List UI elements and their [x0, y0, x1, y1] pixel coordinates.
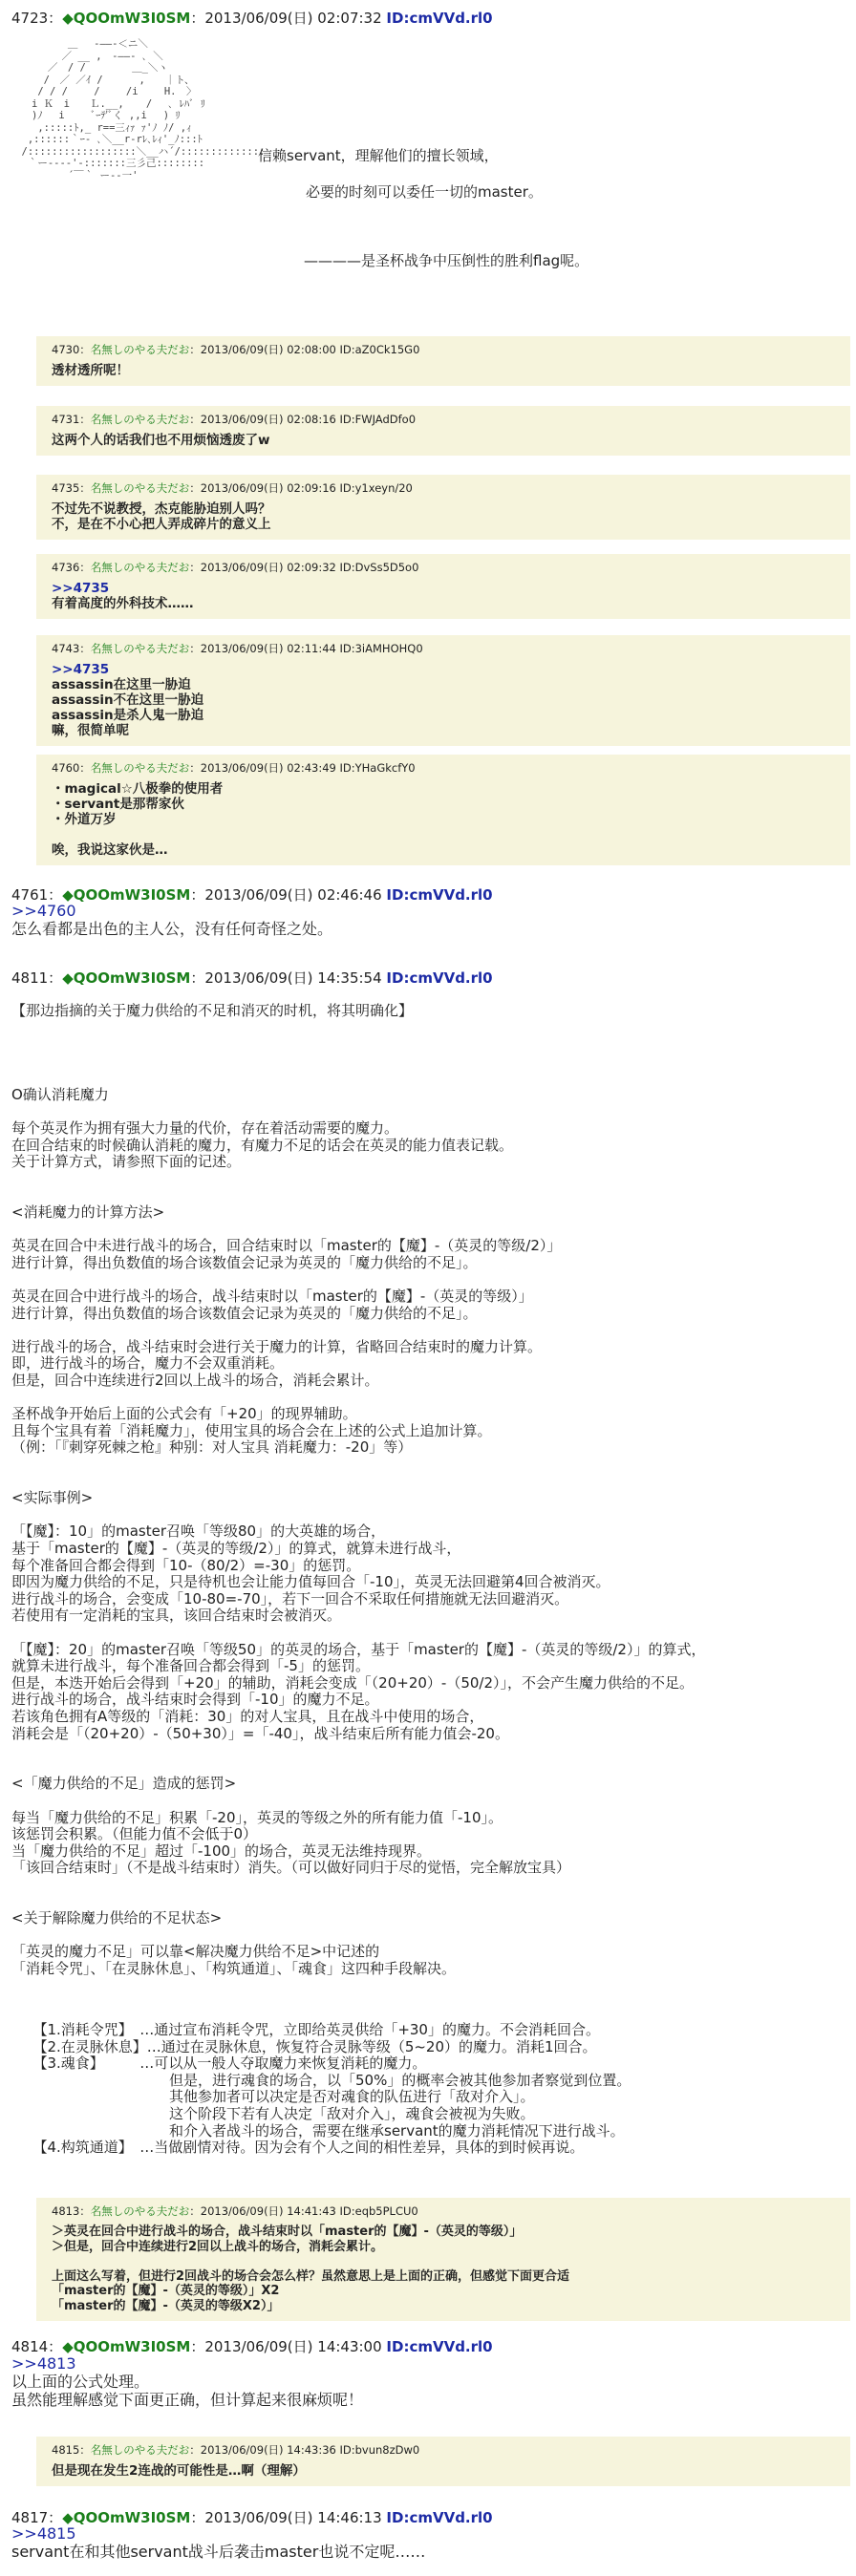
resolution-methods-list: 【1.消耗令咒】 …通过宣布消耗令咒，立即给英灵供给「+30」的魔力。不会消耗回合。 【2.在灵脉休息】…通过在灵脉休息，恢复符合灵脉等级（5~20）的魔力。消耗1回合。 【3.魂食】 …可以从一般人夺取魔力来恢复消耗的魔力。 但是，进行魂食的场合，以「50%」的概率会被其他参加者察觉到位置。 其他参加者可以决定是否对魂食的队伍进行「敌对介入」。 这个阶段下若有人决定「敌对介入」，魂食会被视为失败。 和介入者战斗的场合，需要在继承servant的魔力消耗情况下进行战斗。 【4.构筑通道】 …当做剧情对待。因为会有个人之间的相性差异，具体的到时候再说。: [40, 2021, 631, 2157]
reply-meta: ：2013/06/09(日) 02:11:44 ID:3iAMHOHQ0: [189, 642, 423, 655]
reply-text: assassin在这里一胁迫 assassin不在这里一胁迫 assassin是杀人鬼一胁迫 嘛，很简单呢: [52, 677, 204, 738]
reply-number: 4735：: [52, 481, 91, 495]
reply-meta: ：2013/06/09(日) 02:08:16 ID:FWJAdDfo0: [189, 413, 417, 426]
reply-body: [36, 581, 850, 611]
reply-body: 不过先不说教授，杰克能胁迫别人吗？ 不，是在不小心把人弄成碎片的意义上: [52, 501, 271, 532]
ascii-art: ＿ -――-＜ニ＼ ／ __ , -――- ､ ＼ ／ / / ＿_＼ヽ / ／ ／ｲ / , ｜ト、 / / / / /i H. 〉 i Ｋ i Ｌ.__, / ､ ﾚﾊﾞ ﾘ )ﾉ i ﾞｰﾃ'ﾞく ,,i ) ﾘ ,:::::ﾄ,_ r==三ｨｧ ｧ'ﾉ ﾉ/ ,ｨ ,::::::｀ｰ- ､＼__r-rﾚ､ﾚｨ'_ﾉ:::ﾄ /::::::::::::::::::＼__ハ´/:::::::::::::: ｀ー-‐--'‐:::::::三彡己:::::::: ´￣｀ ー--一': [21, 38, 266, 181]
reply-number: 4760：: [52, 761, 91, 775]
reply-block: [36, 336, 850, 386]
reply-number: 4815：: [52, 2443, 91, 2457]
reply-header: [36, 560, 850, 575]
reply-body: 但是现在发生2连战的可能性是…啊（理解）: [52, 2463, 306, 2479]
reply-block: [36, 554, 850, 619]
reply-meta: ：2013/06/09(日) 02:09:32 ID:DvSs5D5o0: [189, 561, 419, 574]
poster-id: ID:cmVVd.rl0: [386, 2509, 493, 2526]
post-body-4811: 【那边指摘的关于魔力供给的不足和消灭的时机，将其明确化】 O确认消耗魔力 每个英灵作为拥有强大力量的代价，存在着活动需要的魔力。 在回合结束的时候确认消耗的魔力，有魔力不足的话会在英灵的能力值表记载。 关于计算方式，请参照下面的记述。 <消耗魔力的计算方法> 英灵在回合中未进行战斗的场合，回合结束时以「master的【魔】-（英灵的等级/2）」 进行计算，得出负数值的场合该数值会记录为英灵的「魔力供给的不足」。 英灵在回合中进行战斗的场合，战斗结束时以「master的【魔】-（英灵的等级）」 进行计算，得出负数值的场合该数值会记录为英灵的「魔力供给的不足」。 进行战斗的场合，战斗结束时会进行关于魔力的计算，省略回合结束时的魔力计算。 即，进行战斗的场合，魔力不会双重消耗。 但是，回合中连续进行2回以上战斗的场合，消耗会累计。 圣杯战争开始后上面的公式会有「+20」的现界辅助。 且每个宝具有着「消耗魔力」，使用宝具的场合会在上述的公式上追加计算。 （例：「『刺穿死棘之枪』种别：对人宝具 消耗魔力：-20」等） <实际事例> 「【魔】：10」的master召唤「等级80」的大英雄的场合， 基于「master的【魔】-（英灵的等级/2）」的算式，就算未进行战斗， 每个准备回合都会得到「10-（80/2）=-30」的惩罚。 即因为魔力供给的不足，只是待机也会让能力值每回合「-10」，英灵无法回避第4回合被消灭。 进行战斗的场合，会变成「10-80=-70」，若下一回合不采取任何措施就无法回避消灭。 若使用有一定消耗的宝具，该回合结束时会被消灭。 「【魔】：20」的master召唤「等级50」的英灵的场合，基于「master的【魔】-（英灵的等级/2）」的算式， 就算未进行战斗，每个准备回合都会得到「-5」的惩罚。 但是，本迭开始后会得到「+20」的辅助，消耗会变成「（20+20）-（50/2）」，不会产生魔力供给的不足。 进行战斗的场合，战斗结束时会得到「-10」的魔力不足。 若该角色拥有A等级的「消耗：30」的对人宝具，且在战斗中使用的场合， 消耗会是「（20+20）-（50+30）」=「-40」，战斗结束后所有能力值会-20。 <「魔力供给的不足」造成的惩罚> 每当「魔力供给的不足」积累「-20」，英灵的等级之外的所有能力值「-10」。 该惩罚会积累。（但能力值不会低于0） 当「魔力供给的不足」超过「-100」的场合，英灵无法维持现界。 「该回合结束时」（不是战斗结束时）消失。（可以做好同归于尽的觉悟，完全解放宝具） <关于解除魔力供给的不足状态> 「英灵的魔力不足」可以靠<解决魔力供给不足>中记述的 「消耗令咒」、「在灵脉休息」、「构筑通道」、「魂食」这四种手段解决。: [11, 1002, 706, 1977]
reply-name: 名無しのやる夫だお: [90, 761, 190, 775]
reply-name: 名無しのやる夫だお: [90, 481, 190, 495]
reply-header: [36, 2442, 850, 2458]
reply-anchor-link[interactable]: >>4735: [52, 662, 110, 677]
post-header-4811: [11, 968, 493, 988]
reply-body: [36, 662, 850, 738]
reply-number: 4743：: [52, 642, 91, 655]
post-text: servant在和其他servant战斗后袭击master也说不定呢……: [11, 2543, 426, 2561]
reply-meta: ：2013/06/09(日) 02:08:00 ID:aZ0Ck15G0: [189, 343, 420, 356]
post-text: 怎么看都是出色的主人公，没有任何奇怪之处。: [11, 920, 333, 938]
reply-name: 名無しのやる夫だお: [90, 561, 190, 574]
reply-name: 名無しのやる夫だお: [90, 413, 190, 426]
post-body-4817: [11, 2524, 425, 2561]
post-number: 4761：: [11, 886, 63, 904]
reply-text: 有着高度的外科技术……: [52, 596, 194, 611]
aa-caption-line: 信赖servant，理解他们的擅长领域，: [258, 147, 499, 164]
poster-name: ◆QOOmW3I0SM: [62, 2338, 191, 2355]
reply-meta: ：2013/06/09(日) 02:09:16 ID:y1xeyn/20: [189, 481, 413, 495]
reply-meta: ：2013/06/09(日) 14:43:36 ID:bvun8zDw0: [189, 2443, 420, 2457]
reply-body: ＞英灵在回合中进行战斗的场合，战斗结束时以「master的【魔】-（英灵的等级）」 ＞但是，回合中连续进行2回以上战斗的场合，消耗会累计。 上面这么写着，但进行2回战斗的场合会怎么样？虽然意思上是上面的正确，但感觉下面更合适 「master的【魔】-（英灵的等级）」X2 「master的【魔】-（英灵的等级X2）」: [52, 2225, 570, 2313]
reply-name: 名無しのやる夫だお: [90, 343, 190, 356]
reply-header: [36, 760, 850, 776]
post-number: 4811：: [11, 969, 63, 987]
post-header-4814: [11, 2336, 493, 2356]
post-header-4723: [11, 8, 493, 28]
post-body-4814: [11, 2354, 363, 2409]
post-date: ：2013/06/09(日) 02:46:46: [190, 886, 387, 904]
reply-header: [36, 480, 850, 496]
post-body-4761: [11, 902, 332, 938]
reply-block: [36, 2437, 850, 2486]
reply-block: [36, 755, 850, 865]
reply-number: 4730：: [52, 343, 91, 356]
poster-name: ◆QOOmW3I0SM: [62, 886, 191, 904]
reply-body: 透材透所呢！: [52, 363, 129, 378]
poster-name: ◆QOOmW3I0SM: [62, 2509, 191, 2526]
aa-caption-line: ————是圣杯战争中压倒性的胜利flag呢。: [304, 252, 589, 269]
reply-name: 名無しのやる夫だお: [90, 2204, 190, 2218]
poster-id: ID:cmVVd.rl0: [386, 969, 493, 987]
reply-number: 4813：: [52, 2204, 91, 2218]
post-number: 4817：: [11, 2509, 63, 2526]
reply-block: [36, 475, 850, 540]
reply-block: [36, 406, 850, 456]
reply-header: [36, 641, 850, 656]
post-date: ：2013/06/09(日) 14:43:00: [190, 2338, 387, 2355]
reply-header: [36, 412, 850, 427]
poster-id: ID:cmVVd.rl0: [386, 2338, 493, 2355]
post-date: ：2013/06/09(日) 02:07:32: [190, 10, 387, 27]
reply-body: ・magical☆八极拳的使用者 ・servant是那帮家伙 ・外道万岁 唉，我说这家伙是…: [52, 781, 224, 858]
reply-number: 4731：: [52, 413, 91, 426]
reply-block: [36, 635, 850, 746]
poster-id: ID:cmVVd.rl0: [386, 10, 493, 27]
post-date: ：2013/06/09(日) 14:35:54: [190, 969, 387, 987]
anchor-link[interactable]: >>4813: [11, 2354, 76, 2373]
reply-anchor-link[interactable]: >>4735: [52, 581, 110, 596]
post-number: 4814：: [11, 2338, 63, 2355]
reply-number: 4736：: [52, 561, 91, 574]
poster-name: ◆QOOmW3I0SM: [62, 10, 191, 27]
reply-meta: ：2013/06/09(日) 02:43:49 ID:YHaGkcfY0: [189, 761, 416, 775]
anchor-link[interactable]: >>4815: [11, 2524, 76, 2543]
reply-header: [36, 2203, 850, 2219]
reply-block: [36, 2198, 850, 2321]
poster-name: ◆QOOmW3I0SM: [62, 969, 191, 987]
post-number: 4723：: [11, 10, 63, 27]
post-text: 以上面的公式处理。 虽然能理解感觉下面更正确，但计算起来很麻烦呢！: [11, 2373, 364, 2409]
post-date: ：2013/06/09(日) 14:46:13: [190, 2509, 387, 2526]
anchor-link[interactable]: >>4760: [11, 902, 76, 920]
reply-name: 名無しのやる夫だお: [90, 2443, 190, 2457]
reply-name: 名無しのやる夫だお: [90, 642, 190, 655]
poster-id: ID:cmVVd.rl0: [386, 886, 493, 904]
reply-meta: ：2013/06/09(日) 14:41:43 ID:eqb5PLCU0: [189, 2204, 418, 2218]
aa-caption-line: 必要的时刻可以委任一切的master。: [306, 183, 543, 201]
reply-body: 这两个人的话我们也不用烦恼透废了w: [52, 433, 270, 448]
reply-header: [36, 342, 850, 357]
